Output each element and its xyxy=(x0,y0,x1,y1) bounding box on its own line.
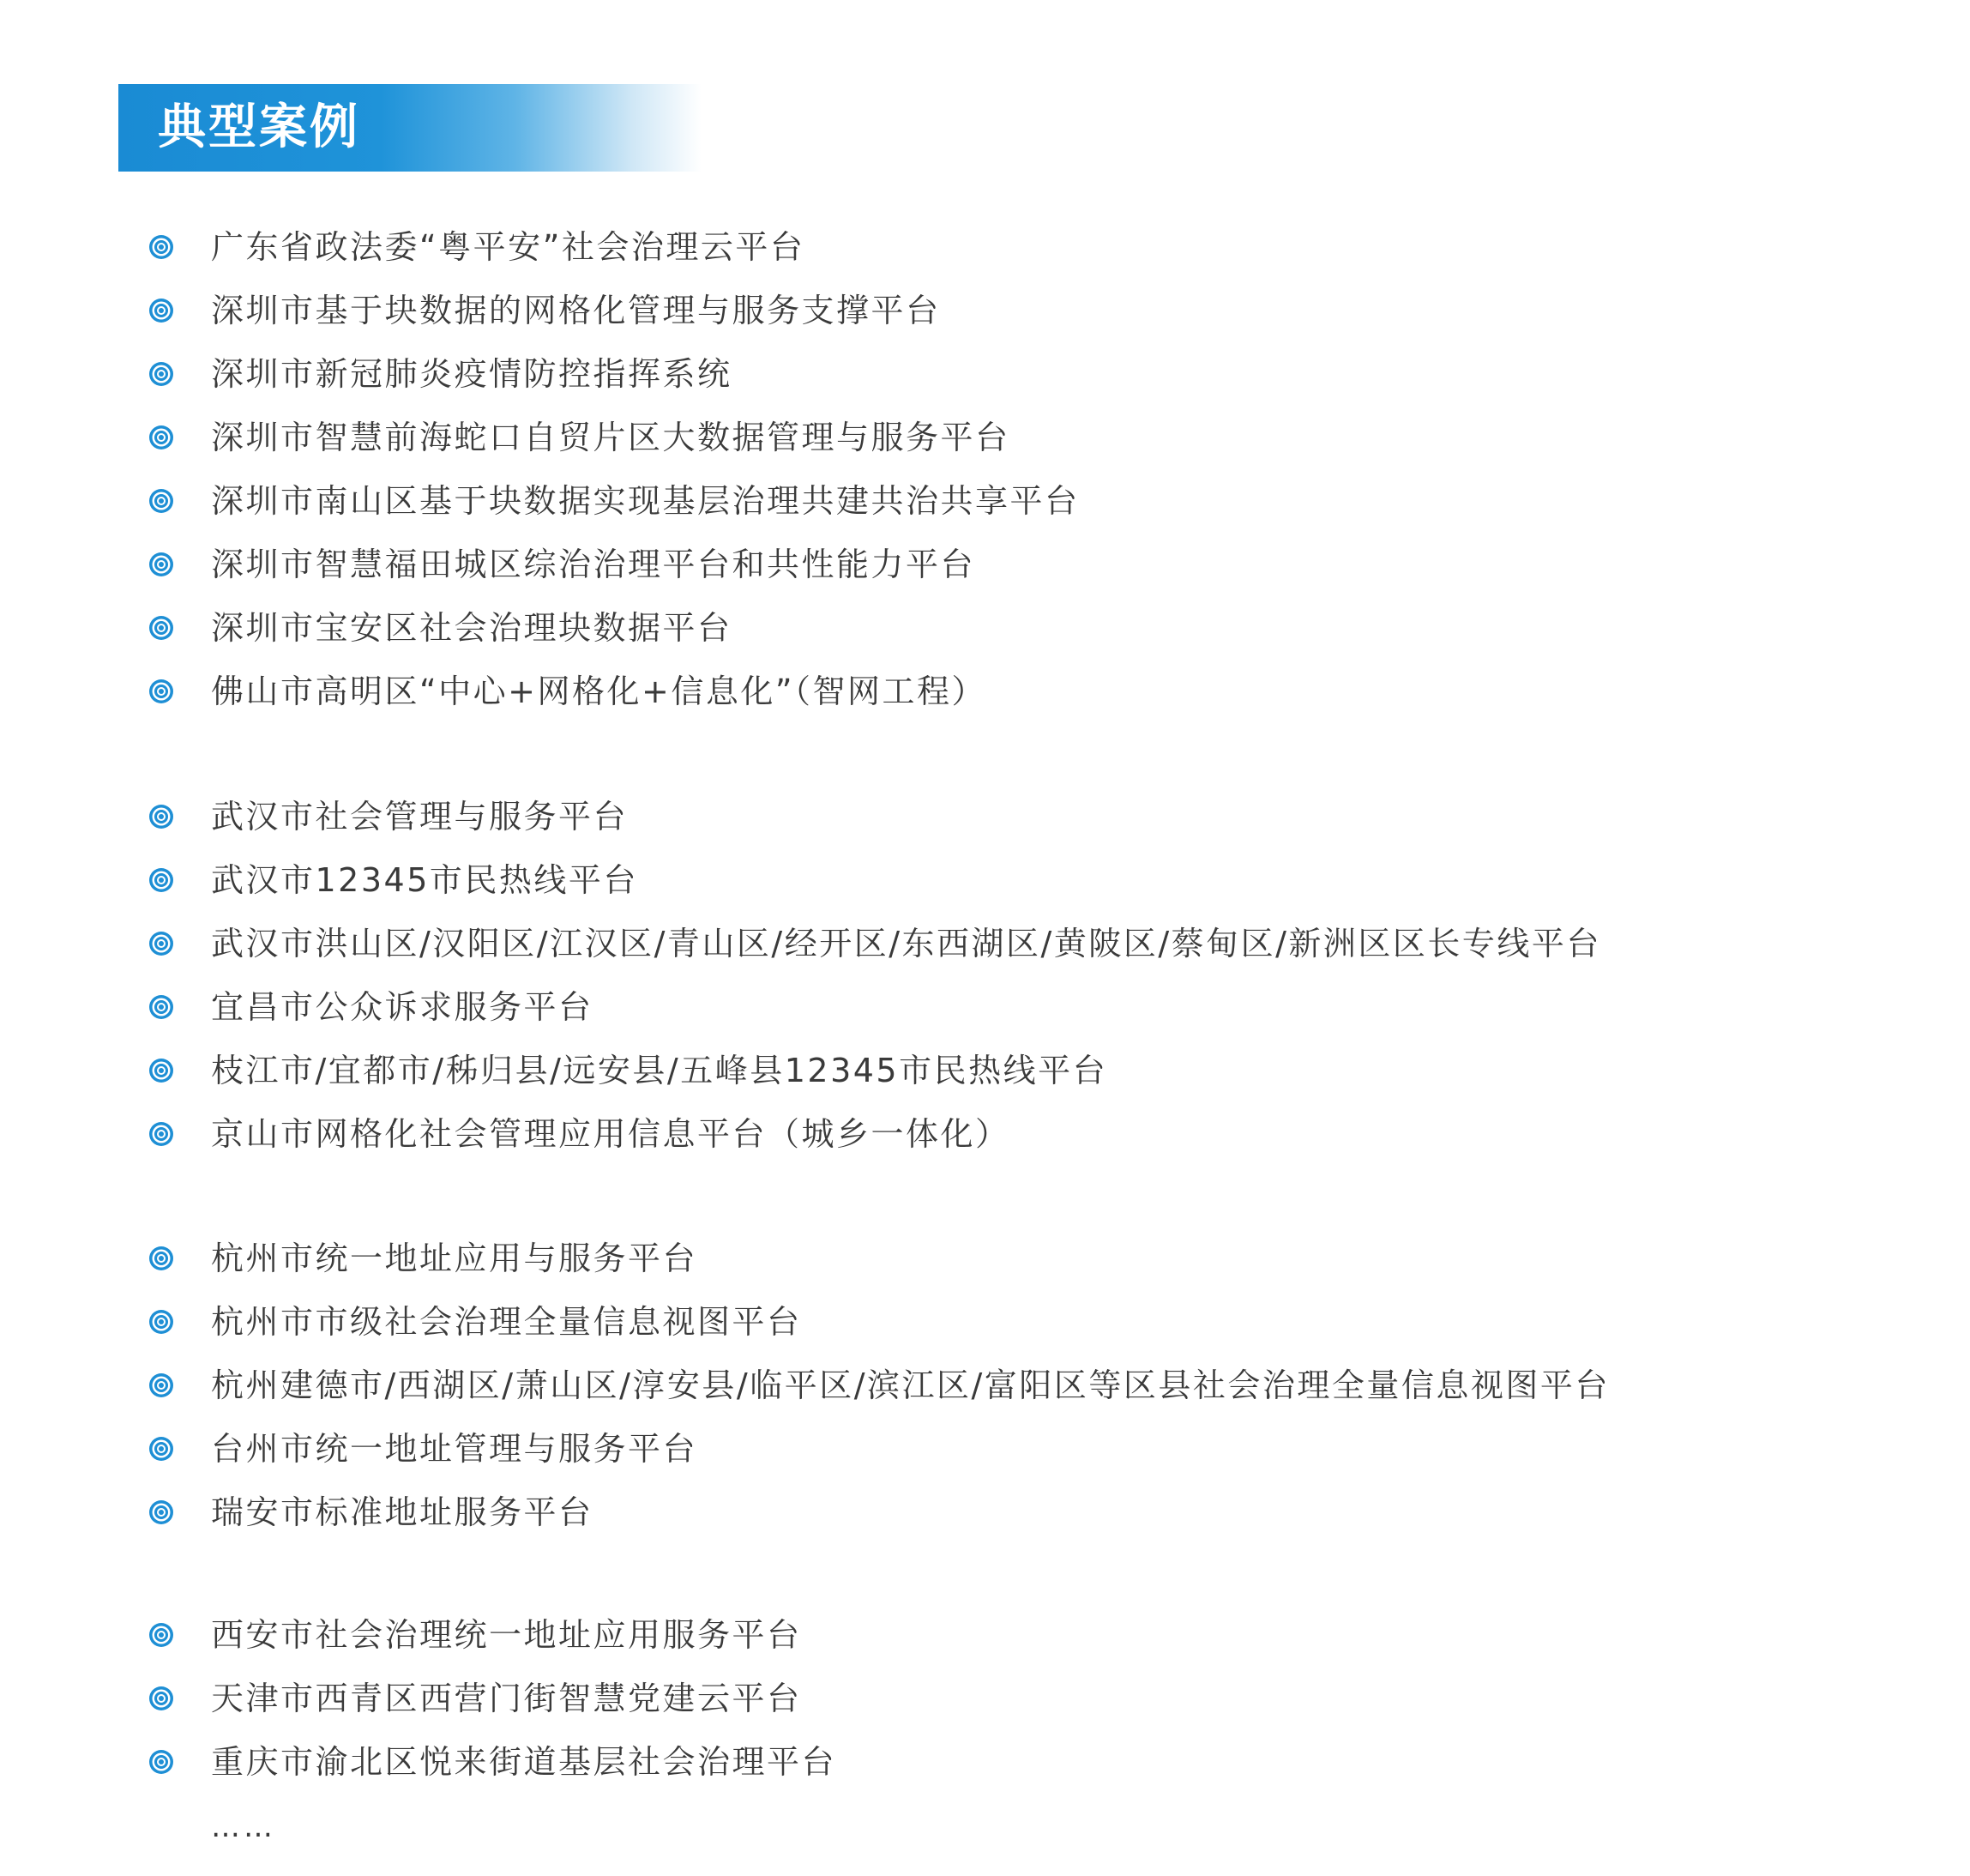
concentric-circle-bullet-icon xyxy=(148,552,174,577)
list-item-text: 广东省政法委“粤平安”社会治理云平台 xyxy=(211,228,805,266)
concentric-circle-bullet-icon xyxy=(148,931,174,956)
concentric-circle-bullet-icon xyxy=(148,425,174,450)
concentric-circle-bullet-icon xyxy=(148,804,174,829)
list-item-text: 武汉市12345市民热线平台 xyxy=(211,861,638,899)
list-item-text: 杭州市市级社会治理全量信息视图平台 xyxy=(211,1303,802,1341)
concentric-circle-bullet-icon xyxy=(148,867,174,893)
list-item-text: 枝江市/宜都市/秭归县/远安县/五峰县12345市民热线平台 xyxy=(211,1052,1108,1089)
list-ellipsis: …… xyxy=(211,1810,276,1844)
concentric-circle-bullet-icon xyxy=(148,1058,174,1083)
concentric-circle-bullet-icon xyxy=(148,234,174,260)
list-item-text: 深圳市宝安区社会治理块数据平台 xyxy=(211,609,732,647)
concentric-circle-bullet-icon xyxy=(148,361,174,387)
concentric-circle-bullet-icon xyxy=(148,615,174,641)
list-item-text: 京山市网格化社会管理应用信息平台（城乡一体化） xyxy=(211,1115,1010,1153)
list-item-text: 佛山市高明区“中心+网格化+信息化”（智网工程） xyxy=(211,673,987,710)
list-item-text: 武汉市洪山区/汉阳区/江汉区/青山区/经开区/东西湖区/黄陂区/蔡甸区/新洲区区长专线平台 xyxy=(211,925,1601,962)
concentric-circle-bullet-icon xyxy=(148,1749,174,1775)
concentric-circle-bullet-icon xyxy=(148,1309,174,1335)
section-title-bar xyxy=(118,84,702,172)
list-item-text: 杭州市统一地址应用与服务平台 xyxy=(211,1240,698,1277)
concentric-circle-bullet-icon xyxy=(148,1499,174,1525)
list-item-text: 天津市西青区西营门街智慧党建云平台 xyxy=(211,1680,802,1717)
concentric-circle-bullet-icon xyxy=(148,488,174,514)
list-item-text: 深圳市智慧福田城区综治治理平台和共性能力平台 xyxy=(211,546,976,583)
concentric-circle-bullet-icon xyxy=(148,1686,174,1711)
concentric-circle-bullet-icon xyxy=(148,1246,174,1271)
concentric-circle-bullet-icon xyxy=(148,1372,174,1398)
list-item-text: 武汉市社会管理与服务平台 xyxy=(211,798,629,835)
concentric-circle-bullet-icon xyxy=(148,994,174,1020)
list-item-text: 台州市统一地址管理与服务平台 xyxy=(211,1430,698,1468)
page-title: 典型案例 xyxy=(158,100,360,155)
list-item-text: 瑞安市标准地址服务平台 xyxy=(211,1493,593,1531)
list-item-text: 宜昌市公众诉求服务平台 xyxy=(211,988,593,1026)
concentric-circle-bullet-icon xyxy=(148,679,174,704)
list-item-text: 深圳市南山区基于块数据实现基层治理共建共治共享平台 xyxy=(211,482,1080,520)
concentric-circle-bullet-icon xyxy=(148,1121,174,1147)
concentric-circle-bullet-icon xyxy=(148,1436,174,1462)
list-item-text: 深圳市基于块数据的网格化管理与服务支撑平台 xyxy=(211,292,941,329)
list-item-text: 重庆市渝北区悦来街道基层社会治理平台 xyxy=(211,1743,837,1781)
list-item-text: 西安市社会治理统一地址应用服务平台 xyxy=(211,1616,802,1654)
list-item-text: 深圳市新冠肺炎疫情防控指挥系统 xyxy=(211,355,732,393)
list-item-text: 深圳市智慧前海蛇口自贸片区大数据管理与服务平台 xyxy=(211,419,1010,456)
list-item-text: 杭州建德市/西湖区/萧山区/淳安县/临平区/滨江区/富阳区等区县社会治理全量信息视图平台 xyxy=(211,1366,1610,1404)
concentric-circle-bullet-icon xyxy=(148,298,174,323)
concentric-circle-bullet-icon xyxy=(148,1622,174,1648)
